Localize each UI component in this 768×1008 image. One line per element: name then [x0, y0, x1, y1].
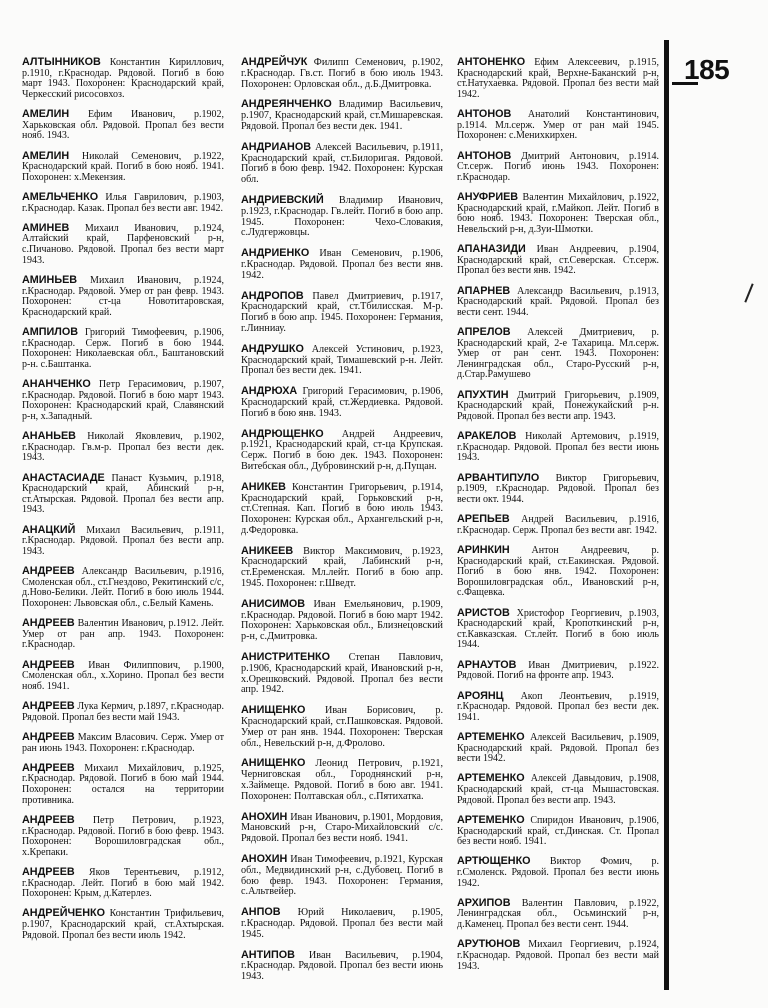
list-item — [457, 939, 659, 972]
entry-details: Дмитрий Антонович, р.1914. Ст.серж. Погиб июнь 1943. Похоронен: г.Краснодар. — [457, 150, 660, 183]
entry-surname: АНИЩЕНКО — [241, 757, 306, 770]
entry-details: Юрий Николаевич, р.1905, г.Краснодар. Рядовой. Пропал без вести май 1945. — [241, 907, 443, 940]
list-item — [457, 691, 659, 724]
column-2 — [241, 57, 443, 992]
entry-surname: АНТОНОВ — [457, 149, 512, 162]
entry-details: Панаст Кузьмич, р.1918, Краснодарский край, Абинский р-н, ст.Атырская. Рядовой. Пропал без вести апр. 1943. — [22, 472, 224, 516]
entry-surname: АМИНЬЕВ — [22, 273, 78, 286]
entry-details: Иван Семенович, р.1906, г.Краснодар. Рядовой. Пропал без вести янв. 1942. — [241, 248, 443, 281]
entry-details: Константин Трифильевич, р.1907, Краснодарский край, ст.Ахтырская. Рядовой. Пропал без вести июль 1942. — [22, 908, 224, 941]
entry-surname: АНПОВ — [241, 906, 281, 919]
entry-surname: АРНАУТОВ — [457, 658, 517, 671]
entry-surname: АНДРЕЕВ — [22, 617, 75, 630]
entry-details: Спиридон Иванович, р.1906, Краснодарский край, ст.Динская. Ст. Пропал без вести нояб. 1941. — [457, 814, 660, 848]
entry-surname: АНИКЕВ — [241, 480, 286, 493]
list-item — [22, 618, 224, 651]
entry-surname: АЛТЫННИКОВ — [22, 56, 101, 68]
entry-surname: АНДРОПОВ — [241, 289, 304, 302]
list-item — [22, 57, 224, 100]
list-item — [457, 286, 659, 319]
entry-details: Валентин Павлович, р.1922, Ленинградская обл., Осьминский р-н, д.Каменец. Пропал без вести сент. 1944. — [457, 897, 659, 931]
entry-surname: АНДРУШКО — [241, 342, 304, 355]
entry-surname: АНДРЕЕВ — [22, 731, 75, 743]
entry-details: Иван Филиппович, р.1900, Смоленская обл., х.Хорино. Пропал без вести нояб. 1941. — [22, 659, 224, 692]
entry-details: Виктор Максимович, р.1923, Краснодарский край, Лабинский р-н, ст.Еременская. Мл.лейт. Погиб в бою апр. 1945. Похоронен: г.Шведт. — [241, 545, 443, 590]
entry-surname: АРИСТОВ — [457, 606, 510, 619]
list-item — [241, 429, 443, 473]
entry-details: Ефим Алексеевич, р.1915, Краснодарский край, Верхне-Баканский р-н, ст.Натухаевка. Рядовой. Пропал без вести май 1942. — [457, 57, 659, 100]
list-item — [457, 660, 659, 682]
entry-details: Алексей Давыдович, р.1908, Краснодарский край, ст-ца Мышастовская. Рядовой. Пропал без вести апр. 1943. — [457, 773, 659, 806]
entry-details: Леонид Петрович, р.1921, Черниговская обл., Городнянский р-н, х.Займеще. Рядовой. Погиб в бою авг. 1941. Похоронен: Полтавская обл., с.Пятихатка. — [241, 758, 444, 802]
entry-details: Николай Яковлевич, р.1902, г.Краснодар. Гв.м-р. Пропал без вести дек. 1943. — [22, 431, 225, 464]
margin-pen-mark — [744, 283, 753, 302]
entry-details: Алексей Дмитриевич, р. Краснодарский край, 2-е Тахарица. Мл.серж. Умер от ран сент. 1943. Похоронен: Ленинградская обл., Старо-Русский р-н, д.Стар.Рамушево — [457, 327, 660, 381]
entry-details: Петр Герасимович, р.1907, г.Краснодар. Рядовой. Погиб в бою март 1943. Похоронен: Краснодарский край, Славянский р-н, х.Западный. — [22, 379, 224, 422]
list-item — [457, 856, 659, 889]
list-item — [457, 773, 659, 806]
list-item — [22, 815, 224, 858]
entry-surname: АНДРЕЕВ — [22, 813, 75, 826]
entry-details: Максим Власович. Серж. Умер от ран июнь 1943. Похоронен: г.Краснодар. — [22, 732, 225, 754]
list-item — [241, 907, 443, 940]
entry-details: Андрей Андреевич, р.1921, Краснодарский край, ст-ца Крупская. Серж. Погиб в бою дек. 1943. Похоронен: Витебская обл., Дубровинский р-н, д.Пущан. — [241, 428, 443, 472]
page-number: 185 — [684, 54, 730, 85]
column-1 — [22, 57, 224, 950]
entry-surname: АРТЕМЕНКО — [457, 772, 525, 785]
entry-surname: АНДРИЕВСКИЙ — [241, 193, 324, 206]
list-item — [22, 379, 224, 422]
entry-details: Николай Артемович, р.1919, г.Краснодар. Рядовой. Пропал без вести июнь 1943. — [457, 431, 660, 464]
entry-details: Иван Дмитриевич, р.1922. Рядовой. Погиб на фронте апр. 1943. — [457, 659, 659, 682]
entry-details: Илья Гаврилович, р.1903, г.Краснодар. Казак. Пропал без вести авг. 1942. — [22, 192, 224, 214]
entry-surname: АРХИПОВ — [457, 896, 511, 909]
entry-details: Иван Васильевич, р.1904, г.Краснодар. Рядовой. Пропал без вести июнь 1943. — [241, 949, 443, 983]
list-item — [22, 473, 224, 516]
list-item — [241, 652, 443, 696]
list-item — [241, 344, 443, 377]
entry-surname: АРТЮЩЕНКО — [457, 855, 531, 868]
entry-surname: АРОЯНЦ — [457, 689, 504, 702]
entry-surname: АПАНАЗИДИ — [457, 243, 526, 256]
entry-details: Александр Васильевич, р.1913, Краснодарский край. Рядовой. Пропал без вести сент. 1944. — [457, 285, 659, 318]
entry-surname: АНАЦКИЙ — [22, 523, 76, 536]
list-item — [241, 195, 443, 239]
entry-surname: АПАРНЕВ — [457, 284, 511, 297]
entry-surname: АМЕЛИН — [22, 149, 70, 162]
entry-surname: АРИНКИН — [457, 543, 510, 556]
list-item — [241, 142, 443, 186]
entry-details: Михаил Георгиевич, р.1924, г.Краснодар. Рядовой. Пропал без вести май 1943. — [457, 939, 659, 972]
entry-surname: АНАНЬЕВ — [22, 430, 76, 443]
entry-surname: АНДРЕЯНЧЕНКО — [241, 98, 332, 111]
entry-surname: АНДРЕЕВ — [22, 565, 75, 578]
list-item — [241, 812, 443, 845]
list-item — [457, 732, 659, 765]
list-item — [241, 599, 443, 643]
entry-details: Анатолий Константинович, р.1914. Мл.серж. Умер от ран май 1945. Похоронен: с.Менихкирхен. — [457, 109, 659, 142]
list-item — [241, 99, 443, 132]
entry-details: Иван Иванович, р.1901, Мордовия, Мановский р-н, Старо-Михайловский с/с. Рядовой. Пропал без вести нояб. 1941. — [241, 811, 444, 845]
list-item — [241, 546, 443, 590]
entry-details: Алексей Васильевич, р.1911, Краснодарский край, ст.Билоригая. Рядовой. Погиб в бою февр. 1942. Похоронен: Курская обл. — [241, 141, 444, 186]
entry-surname: АНДРЕЙЧЕНКО — [22, 907, 106, 920]
list-item — [22, 223, 224, 266]
entry-details: Петр Петрович, р.1923, г.Краснодар. Рядовой. Погиб в бою февр. 1943. Похоронен: Ворошиловградская обл., х.Крепаки. — [22, 814, 224, 858]
entry-details: Виктор Фомич, р. г.Смоленск. Рядовой. Пропал без вести июнь 1942. — [457, 856, 660, 889]
entry-surname: АРЕПЬЕВ — [457, 513, 510, 526]
list-item — [457, 390, 659, 423]
entry-surname: АНТОНОВ — [457, 108, 512, 121]
entry-details: Григорий Герасимович, р.1906, Краснодарский край, ст.Жердиевка. Рядовой. Погиб в бою янв. 1943. — [241, 386, 443, 419]
list-item — [241, 291, 443, 335]
list-item — [457, 109, 659, 142]
list-item — [22, 151, 224, 184]
entry-surname: АНДРЕЙЧУК — [241, 56, 308, 68]
list-item — [241, 386, 443, 419]
entry-details: Степан Павлович, р.1906, Краснодарский край, Ивановский р-н, х.Орешковский. Рядовой. Пропал без вести апр. 1942. — [241, 652, 443, 696]
list-item — [241, 950, 443, 983]
entry-surname: АРТЕМЕНКО — [457, 731, 525, 743]
list-item — [22, 109, 224, 142]
list-item — [22, 908, 224, 941]
entry-surname: АНТИПОВ — [241, 948, 295, 961]
entry-surname: АМЕЛЬЧЕНКО — [22, 191, 99, 203]
entry-surname: АНОХИН — [241, 853, 288, 866]
entry-details: Ефим Иванович, р.1902, Харьковская обл. Рядовой. Пропал без вести нояб. 1943. — [22, 109, 224, 142]
list-item — [22, 566, 224, 609]
list-item — [457, 473, 659, 506]
list-item — [457, 514, 659, 536]
list-item — [241, 248, 443, 281]
entry-details: Иван Тимофеевич, р.1921, Курская обл., Медвидинский р-н, с.Дубовец. Погиб в бою февр. 1943. Похоронен: Германия, с.Альтвейер. — [241, 854, 443, 898]
list-item — [22, 763, 224, 806]
list-item — [241, 705, 443, 749]
entry-details: Алексей Устинович, р.1923, Краснодарский край, Тимашевский р-н. Лейт. Пропал без вести дек. 1941. — [241, 343, 444, 377]
column-3 — [457, 57, 659, 981]
entry-surname: АНОХИН — [241, 810, 288, 823]
list-item — [457, 545, 659, 599]
entry-surname: АНДРИЕНКО — [241, 247, 310, 260]
list-item — [457, 608, 659, 651]
entry-details: Алексей Васильевич, р.1909, Краснодарский край. Рядовой. Пропал без вести 1942. — [457, 732, 659, 765]
entry-surname: АПРЕЛОВ — [457, 326, 511, 338]
entry-details: Михаил Иванович, р.1924, г.Краснодар. Рядовой. Умер от ран февр. 1943. Похоронен: ст-ца Новотитаровская, Краснодарский край. — [22, 274, 224, 318]
entry-surname: АНУФРИЕВ — [457, 191, 519, 203]
list-item — [22, 867, 224, 900]
entry-details: Христофор Георгиевич, р.1903, Краснодарский край, Кропоткинский р-н, ст.Кавказская. Ст.лейт. Погиб в бою июль 1944. — [457, 607, 660, 651]
list-item — [241, 482, 443, 537]
entry-details: Константин Григорьевич, р.1914, Краснодарский край, Горьковский р-н, ст.Степная. Кап. Погиб в бою июль 1943. Похоронен: Курская обл., Архангельский р-н, д.Федоровка. — [241, 481, 444, 536]
entry-details: Антон Андреевич, р. Краснодарский край, ст.Еакинская. Рядовой. Погиб в бою янв. 1942. Похоронен: Ворошиловградская обл., Ивановский р-н, с.Фащевка. — [457, 544, 659, 599]
list-item — [22, 275, 224, 318]
entry-details: Александр Васильевич, р.1916, Смоленская обл., ст.Гнездово, Рекитинский с/с, д.Ново-Белики. Лейт. Погиб в бою июль 1944. Похоронен: Львовская обл., с.Белый Камень. — [22, 566, 224, 609]
entry-surname: АНДРЕЕВ — [22, 761, 75, 774]
entry-surname: АНИЩЕНКО — [241, 704, 306, 717]
entry-surname: АНДРЕЕВ — [22, 866, 75, 878]
entry-surname: АНДРЕЕВ — [22, 658, 75, 671]
entry-details: Владимир Иванович, р.1923, г.Краснодар. Гв.лейт. Погиб в бою апр. 1945. Похоронен: Чехо-Словакия, с.Лудгержовцы. — [241, 194, 443, 239]
entry-surname: АРТЕМЕНКО — [457, 813, 525, 826]
list-item — [457, 431, 659, 464]
list-item — [22, 732, 224, 754]
entry-details: Филипп Семенович, р.1902, г.Краснодар. Гв.ст. Погиб в бою июль 1943. Похоронен: Орловская обл., д.Б.Дмитровка. — [241, 57, 443, 90]
entry-surname: АРВАНТИПУЛО — [457, 471, 540, 484]
entry-details: Лука Кермич, р.1897, г.Краснодар. Рядовой. Пропал без вести май 1943. — [22, 701, 225, 723]
entry-surname: АНИСИМОВ — [241, 597, 306, 610]
entry-details: Иван Емельянович, р.1909, г.Краснодар. Рядовой. Погиб в бою март 1942. Похоронен: Харьковская обл., Близнецовский р-н, с.Дмитровка. — [241, 598, 444, 643]
entry-surname: АМПИЛОВ — [22, 326, 79, 338]
entry-details: Иван Андреевич, р.1904, Краснодарский край, ст.Северская. Ст.серж. Пропал без вести янв. 1942. — [457, 244, 660, 277]
entry-surname: АРАКЕЛОВ — [457, 430, 517, 443]
entry-details: Михаил Васильевич, р.1911, г.Краснодар. Рядовой. Пропал без вести апр. 1943. — [22, 524, 225, 557]
list-item — [457, 192, 659, 235]
list-item — [241, 758, 443, 802]
entry-surname: АНАСТАСИАДЕ — [22, 471, 105, 484]
list-item — [22, 192, 224, 214]
entry-details: Николай Семенович, р.1922, Краснодарский край. Погиб в бою нояб. 1941. Похоронен: х.Мекензия. — [22, 150, 224, 183]
list-item — [22, 525, 224, 558]
entry-details: Валентин Михайлович, р.1922, Краснодарский край, г.Майкоп. Лейт. Погиб в бою нояб. 1943. Похоронен: Тверская обл., Невельский р-н, д.Зуи-Шмотки. — [457, 192, 660, 235]
list-item — [241, 57, 443, 90]
entry-surname: АМЕЛИН — [22, 108, 70, 121]
entry-details: Акоп Леонтьевич, р.1919, г.Краснодар. Рядовой. Пропал без вести дек. 1941. — [457, 690, 659, 723]
list-item — [22, 701, 224, 723]
entry-surname: АНИСТРИТЕНКО — [241, 651, 331, 664]
entry-details: Павел Дмитриевич, р.1917, Краснодарский край, ст.Тбилисская. М-р. Погиб в бою апр. 1945. Похоронен: Германия, г.Линниау. — [241, 290, 443, 334]
entry-details: Михаил Михайлович, р.1925, г.Краснодар. Рядовой. Погиб в бою май 1944. Похоронен: остался на территории противника. — [22, 762, 225, 806]
entry-surname: АНДРЕЕВ — [22, 700, 75, 713]
entry-details: Константин Кириллович, р.1910, г.Краснодар. Рядовой. Погиб в бою март 1943. Похоронен: Краснодарский край, Черкесский рисосовхоз. — [22, 57, 224, 100]
entry-details: Михаил Иванович, р.1924, Алтайский край, Парфеновский р-н, с.Пичаново. Рядовой. Пропал без вести март 1943. — [22, 222, 224, 266]
entry-surname: АНДРЮХА — [241, 385, 298, 398]
entry-surname: АНИКЕЕВ — [241, 544, 294, 557]
list-item — [457, 151, 659, 184]
entry-surname: АМИНЕВ — [22, 221, 70, 234]
margin-rule — [664, 40, 669, 990]
entry-surname: АНДРИАНОВ — [241, 140, 312, 153]
list-item — [457, 244, 659, 277]
entry-surname: АНАНЧЕНКО — [22, 378, 91, 391]
entry-surname: АРУТЮНОВ — [457, 938, 521, 951]
entry-details: Владимир Васильевич, р.1907, Краснодарский край, ст.Мишаревская. Рядовой. Пропал без вести дек. 1941. — [241, 99, 443, 132]
list-item — [457, 815, 659, 848]
entry-details: Валентин Иванович, р.1912. Лейт. Умер от ран апр. 1943. Похоронен: г.Краснодар. — [22, 618, 224, 651]
list-item — [457, 57, 659, 100]
entry-details: Андрей Васильевич, р.1916, г.Краснодар. Серж. Пропал без вести авг. 1942. — [457, 514, 659, 536]
entry-details: Яков Терентьевич, р.1912, г.Краснодар. Лейт. Погиб в бою май 1942. Похоронен: Крым, д.Катерлез. — [22, 867, 225, 900]
list-item — [22, 431, 224, 464]
entry-details: Виктор Григорьевич, р.1909, г.Краснодар. Рядовой. Пропал без вести окт. 1944. — [457, 472, 659, 505]
entry-surname: АНДРЮЩЕНКО — [241, 427, 324, 440]
list-item — [457, 898, 659, 931]
list-item — [241, 854, 443, 898]
entry-details: Иван Борисович, р. Краснодарский край, ст.Пашковская. Рядовой. Умер от ран янв. 1944. Похоронен: Тверская обл., Невельский р-н, д.Фролово. — [241, 705, 443, 749]
entry-details: Григорий Тимофеевич, р.1906, г.Краснодар. Серж. Погиб в бою 1944. Похоронен: Николаевская обл., Баштановский р-н. с.Баштанка. — [22, 327, 224, 370]
list-item — [457, 327, 659, 381]
entry-surname: АПУХТИН — [457, 388, 509, 401]
list-item — [22, 327, 224, 370]
list-item — [22, 660, 224, 693]
entry-surname: АНТОНЕНКО — [457, 56, 526, 68]
entry-details: Дмитрий Григорьевич, р.1909, Краснодарский край, Понежукайский р-н. Рядовой. Пропал без вести апр. 1943. — [457, 389, 660, 422]
